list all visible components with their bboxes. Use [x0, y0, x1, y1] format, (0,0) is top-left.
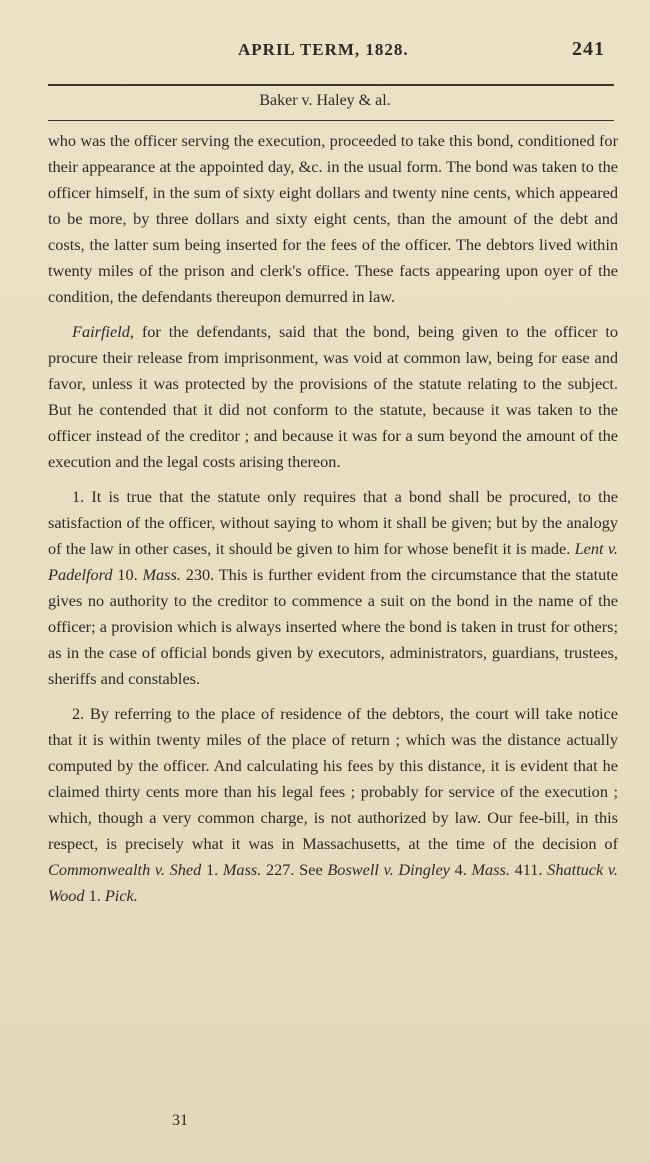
- paragraph-point-2: 2. By referring to the place of residence of the debtors, the court will take notice that it is within twenty miles of the place of return ; which was the distance actually computed by the officer. And calculating his fees by this distance, it is evident that he claimed thirty cents more than his legal fees ; probably for service of the execution ; which, though a very common charge, is not authorized by law. Our fee-bill, in this respect, is precisely what it was in Massachusetts, at the time of the decision of Commonwealth v. Shed 1. Mass. 227. See Boswell v. Dingley 4. Mass. 411. Shattuck v. Wood 1. Pick.: [48, 704, 618, 905]
- paragraph-point-1: 1. It is true that the statute only requires that a bond shall be procured, to the satisfaction of the officer, without saying to whom it shall be given; but by the analogy of the law in other cases, it should be given to him for whose benefit it is made. Lent v. Padelford 10. Mass. 230. This is further evident from the circumstance that the statute gives no authority to the creditor to commence a suit on the bond in the name of the officer; a provision which is always inserted where the bond is taken in trust for others; as in the case of official bonds given by executors, administrators, guardians, trustees, sheriffs and constables.: [48, 487, 618, 688]
- header-rule: [48, 84, 614, 86]
- citation: Boswell v. Dingley: [327, 860, 450, 879]
- counsel-name: Fairfield: [72, 322, 130, 341]
- body-text: [48, 128, 618, 918]
- case-title: Baker v. Haley & al.: [259, 92, 391, 109]
- citation: Commonwealth v. Shed: [48, 860, 202, 879]
- signature-mark: 31: [172, 1112, 188, 1129]
- paragraph-facts: who was the officer serving the execution, proceeded to take this bond, conditioned for their appearance at the appointed day, &c. in the usual form. The bond was taken to the officer himself, in the sum of sixty eight dollars and twenty nine cents, which appeared to be more, by three dollars and sixty eight cents, than the amount of the debt and costs, the latter sum being inserted for the fees of the officer. The debtors lived within twenty miles of the prison and clerk's office. These facts appearing upon oyer of the condition, the defendants thereupon demurred in law.: [48, 131, 618, 306]
- page-number: 241: [572, 38, 605, 60]
- paragraph-argument: Fairfield, for the defendants, said that the bond, being given to the officer to procure their release from imprisonment, was void at common law, being for ease and favor, unless it was protected by the provisions of the statute relating to the subject. But he contended that it did not conform to the statute, because it was taken to the officer instead of the creditor ; and because it was for a sum beyond the amount of the execution and the legal costs arising thereon.: [48, 322, 618, 471]
- case-title-rule: [48, 120, 614, 121]
- running-head: [0, 36, 650, 66]
- citation: Lent v. Padelford: [48, 539, 618, 584]
- running-title: APRIL TERM, 1828.: [238, 40, 409, 59]
- citation: Shattuck v. Wood: [48, 860, 618, 905]
